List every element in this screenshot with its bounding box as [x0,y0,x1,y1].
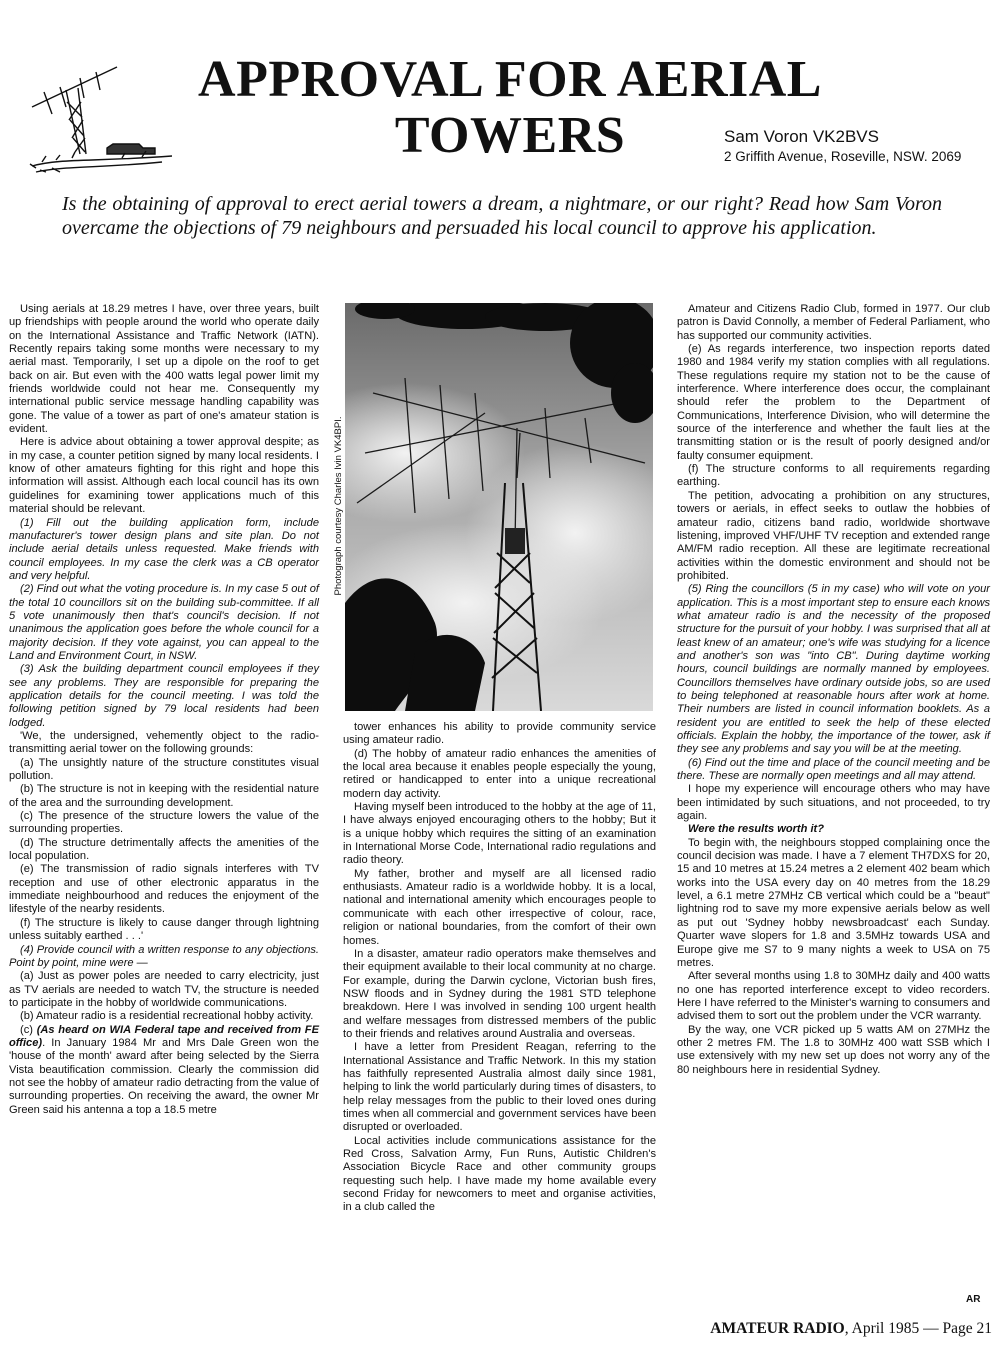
paragraph: (3) Ask the building department council employees if they see any problems. They are responsible for preparing the application details for the council meeting. I was told the following petition signed by 79 local residents had been lodged. [9,663,319,729]
paragraph: By the way, one VCR picked up 5 watts AM on 27MHz the other 2 metres FM. The 1.8 to 30MHz 400 watt SSB which I use extensively with my new set up does not worry any of the 80 neighbours here in residential Sydney. [677,1023,990,1076]
paragraph: (e) The transmission of radio signals interferes with TV reception and use of other electronic apparatus in the immediate neighbourhood and reduces the enjoyment of the lifestyle of the nearby residents. [9,863,319,916]
column-3-paragraphs [677,303,990,1077]
paragraph: Here is advice about obtaining a tower approval despite; as in my case, a counter petition signed by many local residents. I know of other amateurs fighting for this right and hope this information will assist. Although each local council has its own guidelines for examining tower applications much of this material should be relevant. [9,436,319,516]
paragraph: 'We, the undersigned, vehemently object to the radio-transmitting aerial tower on the following grounds: [9,730,319,756]
issue-info: , April 1985 — Page 21 [844,1320,992,1337]
item-label: (c) [20,1023,33,1036]
paragraph: (a) Just as power poles are needed to carry electricity, just as TV aerials are needed to watch TV, the structure is needed to participate in the hobby of worldwide communications. [9,970,319,1009]
paragraph: (5) Ring the councillors (5 in my case) who will vote on your application. This is a most important step to ensure each knows what amateur radio is and the necessity of the proposed structure for the pursuit of your hobby. I was surprised that all at least knew of an amateur; one's wife was studying for a licence and another's son was "into CB". During daytime working hours, council buildings are normally manned by employees. Councillors themselves have ordinary outside jobs, so are used to being telephoned at reasonable hours after work at home. Their numbers are listed in council information booklets. As a resident you are entitled to seek the help of these elected officials. Explain the hobby, the importance of the tower, ask if they see any problems and say you will be at the meeting. [677,583,990,756]
paragraph: The petition, advocating a prohibition on any structures, towers or aerials, in effect seeks to outlaw the hobbies of amateur radio, citizens band radio, worldwide shortwave listening, improved VHF/UHF TV reception and extended range AM/FM radio reception. All these are legitimate recreational activities within the domestic environment and should not be prohibited. [677,489,990,582]
paragraph: Using aerials at 18.29 metres I have, over three years, built up friendships with people around the world who operate daily on the International Assistance and Traffic Network (IATN). Recently repairs taking some months were necessary to my aerial mast. Temporarily, I set up a dipole on the roof to get back on air. But even with the 400 watts legal power limit my friends worldwide could not hear me. Consequently my international public service message handling capability was gone. The value of a tower as part of one's amateur station is evident. [9,303,319,436]
paragraph: Were the results worth it? [688,823,825,836]
paragraph-c-award [9,1024,319,1117]
paragraph: After several months using 1.8 to 30MHz daily and 400 watts no one has reported interference except to video recorders. Here I have referred to the Minister's warning to consumers and advised them to sort out the problem under the VCR warranty. [677,970,990,1023]
paragraph: I hope my experience will encourage others who may have been intimidated by such situations, and not proceeded, to try again. [677,783,990,823]
magazine-name: AMATEUR RADIO [710,1320,845,1337]
article-column-2 [343,721,656,1215]
paragraph: (d) The structure detrimentally affects the amenities of the local population. [9,836,319,863]
paragraph: (f) The structure is likely to cause danger through lightning unless suitably earthed . . .' [9,916,319,943]
article-column-3 [677,303,990,1077]
paragraph: Local activities include communications assistance for the Red Cross, Salvation Army, Fun Runs, Autistic Children's Association Bicycle Race and other community groups requesting such help. I have made my home available every second Friday for newcomers to meet and organise activities, in a club called the [343,1134,656,1214]
paragraph: In a disaster, amateur radio operators make themselves and their equipment available to their local community at no charge. For example, during the Darwin cyclone, Victorian bush fires, NSW floods and in Sydney during the 1981 STD telephone breakdown. Here I was involved in sending 100 urgent health and welfare messages from distressed members of the public to their friends and relatives around Australia and overseas. [343,947,656,1040]
column-2-paragraphs [343,721,656,1215]
paragraph: (d) The hobby of amateur radio enhances the amenities of the local area because it enables people especially the young, retired or handicapped to enter into a unique recreational modern day activity. [343,747,656,800]
end-mark: AR [966,1294,981,1305]
paragraph: (6) Find out the time and place of the council meeting and be there. These are normally open meetings and all may attend. [677,756,990,783]
paragraph: (4) Provide council with a written response to any objections. Point by point, mine were — [9,943,319,969]
paragraph: Amateur and Citizens Radio Club, formed in 1977. Our club patron is David Connolly, a member of Federal Parliament, who has supported our community activities. [677,303,990,342]
page-footer [710,1320,992,1338]
paragraph: I have a letter from President Reagan, referring to the International Assistance and Traffic Network. In this my station has faithfully represented Australia almost daily since 1981, helping to link the world particularly during times of disasters, to help relay messages from the public to their loved ones during times when all commercial and government services have been disrupted or overloaded. [343,1041,656,1134]
paragraph: Having myself been introduced to the hobby at the age of 11, I have always enjoyed encouraging others to the hobby; But it is a unique hobby which requires the sitting of an examination in International Morse Code, International radio regulations and radio theory. [343,801,656,867]
paragraph: To begin with, the neighbours stopped complaining once the council decision was made. I have a 7 element TH7DXS for 20, 15 and 10 metres at 15.24 metres a 2 element 402 beam which works into the USA every day on 40 metres from the 18.29 level, a 6.1 metre 27MHz CB vertical which could be a "beaut" lightning rod to save my more expensive aerials below as well as put out 'Sydney hobby newsbroadcast' each Sunday. Quarter wave slopers for 1.8 and 3.5MHz towards USA and Europe give me S7 to 9 many nights a week to USA on 75 metres. [677,836,990,969]
article-title-line-1: APPROVAL FOR AERIAL [198,51,822,108]
tower-photo [345,303,653,711]
author-name: Sam Voron VK2BVS [724,127,879,146]
paragraph: My father, brother and myself are all licensed radio enthusiasts. Amateur radio is a worldwide hobby. It is a local, national and international amenity which encourages people to communicate with each other irrespective of colour, race, religion or national boundaries, from the comfort of their own homes. [343,867,656,947]
paragraph: (b) Amateur radio is a residential recreational hobby activity. [20,1010,314,1023]
source-note: (As heard on WIA Federal tape and received from FE office) [9,1023,319,1049]
paragraph: (a) The unsightly nature of the structure constitutes visual pollution. [9,756,319,783]
paragraph: (1) Fill out the building application form, include manufacturer's tower design plans and site plan. Do not include aerial details unless requested. Make friends with council employees. In my case the clerk was a CB operator and very helpful. [9,516,319,582]
author-address: 2 Griffith Avenue, Roseville, NSW. 2069 [724,149,962,164]
paragraph: (f) The structure conforms to all requirements regarding earthing. [677,463,990,489]
article-intro: Is the obtaining of approval to erect aerial towers a dream, a nightmare, or our right? Read how Sam Voron overcame the objections of 79 neighbours and persuaded his local council to approve his application. [62,193,942,239]
article-column-1 [9,303,319,1117]
article-title-line-2: TOWERS [394,107,626,164]
photo-credit: Photograph courtesy Charles Ivin VK4BPI. [333,416,344,596]
author-block [724,126,994,166]
paragraph: (e) As regards interference, two inspection reports dated 1980 and 1984 verify my station complies with all regulations. These regulations require my station not to be the cause of interference. Where interference does occur, the complainant should refer the problem to the Department of Communications, Interference Division, who will determine the source of the interference and whether the fault lies at the transmitting station or is the result of poorly designed and/or faulty consumer equipment. [677,343,990,462]
column-1-paragraphs [9,303,319,1024]
paragraph: tower enhances his ability to provide community service using amateur radio. [343,721,656,747]
award-text: . In January 1984 Mr and Mrs Dale Green won the 'house of the month' award after being selected by the Sierra Vista beautification commission. Clearly the commission did not see the hobby of amateur radio detracting from the value of surrounding properties. On receiving the award, the owner Mr Green said his antenna a top a 18.5 metre [9,1036,319,1116]
paragraph: (b) The structure is not in keeping with the residential nature of the area and the surrounding development. [9,783,319,809]
paragraph: (c) The presence of the structure lowers the value of the surrounding properties. [9,810,319,836]
paragraph: (2) Find out what the voting procedure is. In my case 5 out of the total 10 councillors sit on the building sub-committee. If all 5 vote unanimously then that's council's decision. If not unanimous the application goes before the whole council for a majority decision. If they vote against, you can appeal to the Land and Environment Court, in NSW. [9,583,319,662]
